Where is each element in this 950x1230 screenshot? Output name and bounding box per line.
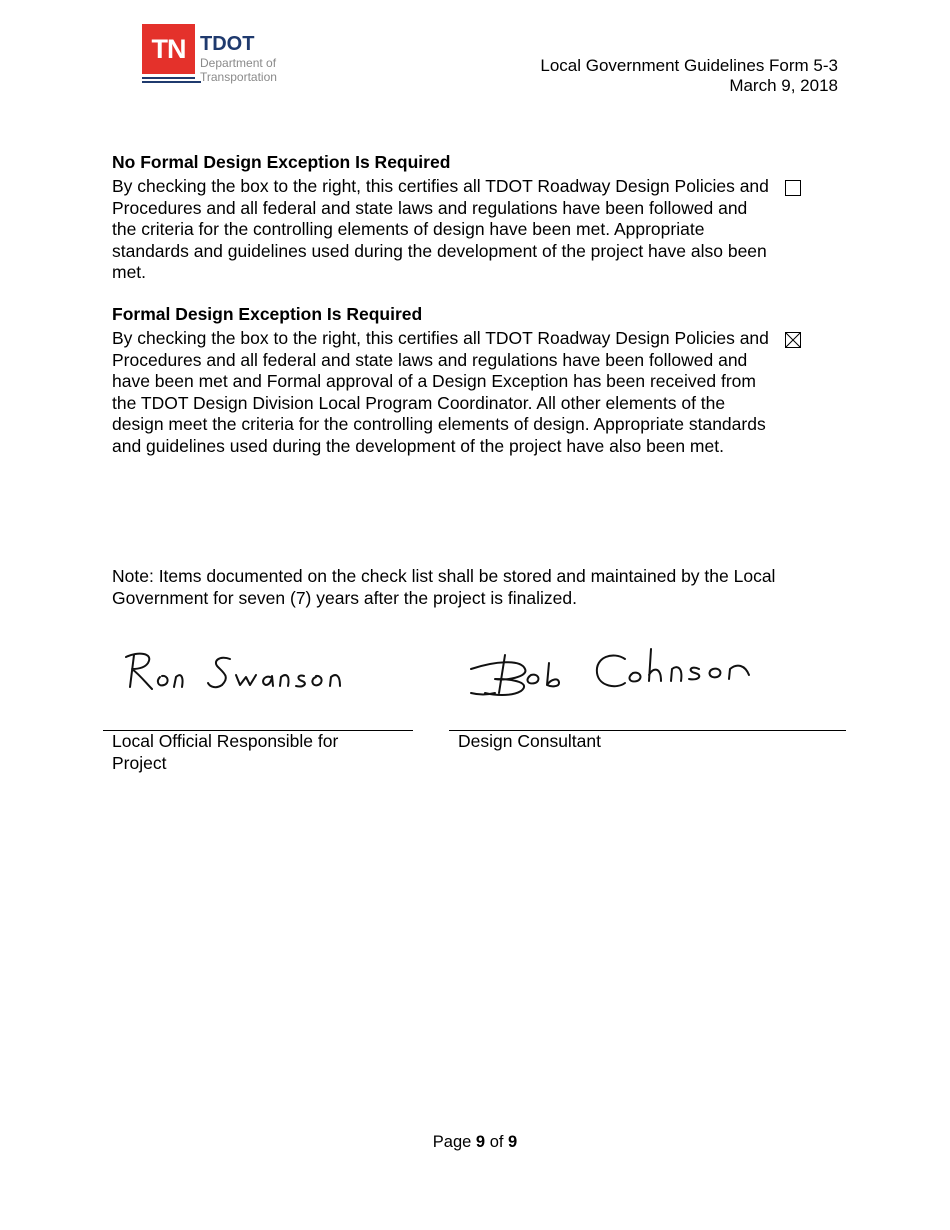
logo-dept-line2: Transportation [200,70,277,84]
retention-note: Note: Items documented on the check list shall be stored and maintained by the Local Government for seven (7) years after the project is finalized. [112,566,776,608]
local-official-label: Local Official Responsible for Project [112,731,339,773]
document-header [540,56,838,96]
logo-underline [142,81,195,83]
right-signature [465,635,765,705]
page-total: 9 [508,1133,518,1151]
checkbox-mark [786,181,800,195]
design-consultant-label: Design Consultant [458,731,601,751]
section-heading: No Formal Design Exception Is Required [112,152,451,172]
page-of: of [489,1133,504,1151]
left-signature [118,645,358,700]
form-date: March 9, 2018 [729,76,838,95]
logo-department [200,56,277,84]
checkbox-x-icon [786,333,800,347]
section-body: By checking the box to the right, this certifies all TDOT Roadway Design Policies and Procedures and all federal and state laws and regulations have been followed and the criteria for the controlling elements of design have been met. Appropriate standards and guidelines used during the development of the project have also been met. [112,176,769,282]
logo-name: TDOT [200,33,255,55]
section-body: By checking the box to the right, this certifies all TDOT Roadway Design Policies and Procedures and all federal and state laws and regulations have been followed and have been met and Formal approval of a Design Exception has been received from the TDOT Design Division Local Program Coordinator. All other elements of the design meet the criteria for the controlling elements of design. Appropriate standards and guidelines used during the development of the project have also been met. [112,328,769,456]
section-no-formal-exception [112,151,802,284]
section-heading: Formal Design Exception Is Required [112,304,423,324]
logo-dept-line1: Department of [200,56,277,70]
form-title: Local Government Guidelines Form 5-3 [540,56,838,75]
no-exception-checkbox[interactable] [785,180,801,196]
logo-underline [142,77,195,79]
tdot-logo [142,24,292,88]
formal-exception-checkbox[interactable] [785,332,801,348]
section-formal-exception [112,303,802,457]
page-footer [0,1133,950,1152]
page-current: 9 [475,1133,486,1151]
tn-badge: TN [142,24,195,74]
page-prefix: Page [432,1133,472,1151]
